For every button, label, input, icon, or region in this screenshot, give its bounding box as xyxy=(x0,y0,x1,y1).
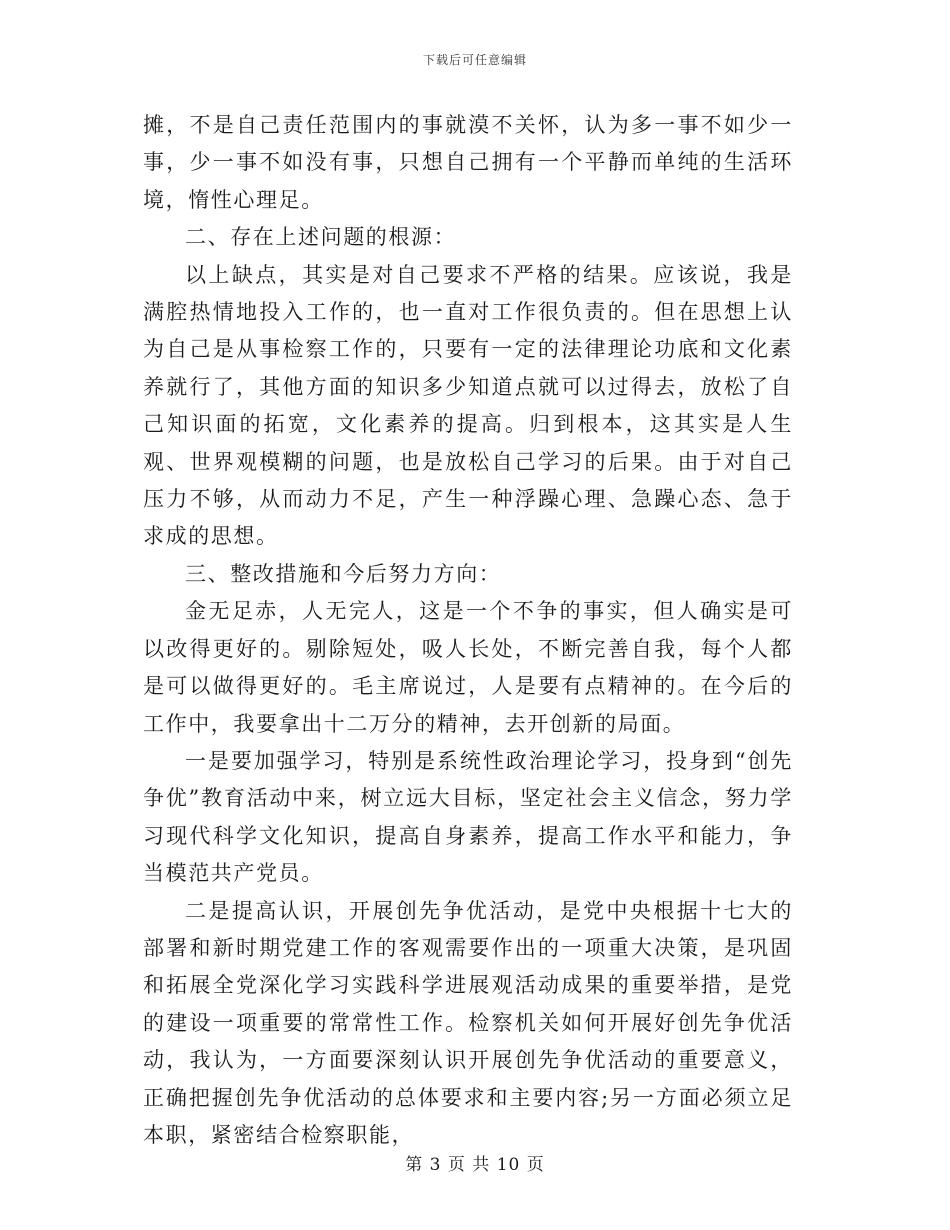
paragraph-measure-two: 二是提高认识，开展创先争优活动，是党中央根据十七大的部署和新时期党建工作的客观需要作出的一项重大决策，是巩固和拓展全党深化学习实践科学进展观活动成果的重要举措，是党的建设一项重要的常常性工作。检察机关如何开展好创先争优活动，我认为，一方面要深刻认识开展创先争优活动的重要意义，正确把握创先争优活动的总体要求和主要内容;另一方面必须立足本职，紧密结合检察职能， xyxy=(143,898,793,1147)
paragraph-root-causes: 以上缺点，其实是对自己要求不严格的结果。应该说，我是满腔热情地投入工作的，也一直对工作很负责的。但在思想上认为自己是从事检察工作的，只要有一定的法律理论功底和文化素养就行了，其他方面的知识多少知道点就可以过得去，放松了自己知识面的拓宽，文化素养的提高。归到根本，这其实是人生观、世界观模糊的问题，也是放松自己学习的后果。由于对自己压力不够，从而动力不足，产生一种浮躁心理、急躁心态、急于求成的思想。 xyxy=(143,262,793,549)
page-header-note: 下载后可任意编辑 xyxy=(422,53,527,67)
document-body xyxy=(143,107,793,1154)
section-heading-root-causes: 二、存在上述问题的根源： xyxy=(185,225,457,250)
paragraph-continuation: 摊，不是自己责任范围内的事就漠不关怀，认为多一事不如少一事，少一事不如没有事，只想自己拥有一个平静而单纯的生活环境，惰性心理足。 xyxy=(143,113,793,212)
paragraph-measure-one: 一是要加强学习，特别是系统性政治理论学习，投身到“创先争优”教育活动中来，树立远大目标，坚定社会主义信念，努力学习现代科学文化知识，提高自身素养，提高工作水平和能力，争当模范共产党员。 xyxy=(143,748,793,886)
paragraph-measures-intro: 金无足赤，人无完人，这是一个不争的事实，但人确实是可以改得更好的。剔除短处，吸人长处，不断完善自我，每个人都是可以做得更好的。毛主席说过，人是要有点精神的。在今后的工作中，我要拿出十二万分的精神，去开创新的局面。 xyxy=(143,599,793,736)
page-number-footer: 第 3 页 共 10 页 xyxy=(405,1155,545,1175)
section-heading-measures: 三、整改措施和今后努力方向： xyxy=(185,561,502,586)
